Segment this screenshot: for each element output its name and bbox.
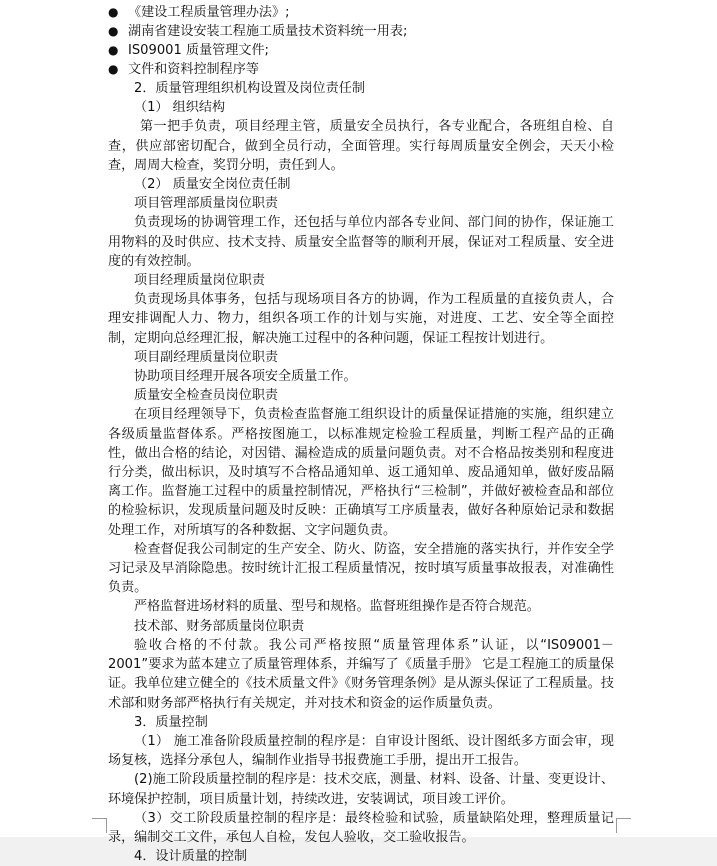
margin-corner-mark bbox=[616, 818, 631, 833]
bullet-dot-icon: ● bbox=[108, 24, 119, 38]
bullet-text: 文件和资料控制程序等 bbox=[128, 62, 259, 77]
role-heading: 项目经理质量岗位职责 bbox=[134, 273, 265, 289]
bullet-item bbox=[108, 60, 614, 79]
section-heading: 4．设计质量的控制 bbox=[134, 849, 248, 865]
bullet-dot-icon: ● bbox=[108, 62, 119, 76]
bullet-dot-icon: ● bbox=[108, 5, 119, 19]
bullet-dot-icon: ● bbox=[108, 43, 119, 57]
paragraph: （1） 施工准备阶段质量控制的程序是：自审设计图纸、设计图纸多方面会审，现场复核，选择分承包人，编制作业指导书报费施工手册，提出开工报告。 bbox=[108, 733, 614, 769]
role-heading: 质量安全检查员岗位职责 bbox=[134, 388, 279, 404]
paragraph: 负责现场的协调管理工作，还包括与单位内部各专业间、部门间的协作，保证施工用物料的及时供应、技术支持、质量安全监督等的顺利开展，保证对工程质量、安全进度的有效控制。 bbox=[108, 215, 614, 269]
paragraph: （3）交工阶段质量控制的程序是：最终检验和试验，质量缺陷处理，整理质量记录，编制交工文件，承包人自检，发包人验收，交工验收报告。 bbox=[108, 810, 614, 845]
paragraph: 严格监督进场材料的质量、型号和规格。监督班组操作是否符合规范。 bbox=[134, 599, 540, 615]
section-heading: 2．质量管理组织机构设置及岗位责任制 bbox=[134, 81, 365, 96]
role-heading: 项目副经理质量岗位职责 bbox=[134, 349, 279, 365]
margin-corner-mark bbox=[92, 818, 107, 833]
bullet-item bbox=[108, 41, 614, 60]
bullet-item bbox=[108, 22, 614, 41]
bullet-item bbox=[108, 3, 614, 22]
subsection-heading: （1） 组织结构 bbox=[134, 100, 226, 116]
paragraph: 第一把手负责，项目经理主管，质量安全员执行，各专业配合，各班组自检、自查，供应部密切配合，做到全员行动，全面管理。实行每周质量安全例会，天天小检查，周周大检查，奖罚分明，责任到人。 bbox=[108, 119, 614, 173]
section-heading: 3．质量控制 bbox=[134, 714, 208, 730]
paragraph: 协助项目经理开展各项安全质量工作。 bbox=[134, 369, 357, 385]
paragraph: (2)施工阶段质量控制的程序是：技术交底，测量、材料、设备、计量、变更设计、环境保护控制，项目质量计划，持续改进，安装调试，项目竣工评价。 bbox=[108, 772, 614, 807]
bullet-text: 《建设工程质量管理办法》; bbox=[128, 5, 290, 20]
paragraph: 验收合格的不付款。我公司严格按照“质量管理体系”认证，以“IS09001－2001”要求为蓝本建立了质量管理体系，并编写了《质量手册》 它是工程施工的质量保证。我单位建立健全的《技术质量文件》《财务管理条例》是从源头保证了工程质量。技术部和财务部严格执行有关规定，并对技术和资金的运作质量负责。 bbox=[108, 637, 614, 711]
paragraph: 在项目经理领导下，负责检查监督施工组织设计的质量保证措施的实施，组织建立各级质量监督体系。严格按图施工，以标准规定检验工程质量，判断工程产品的正确性，做出合格的结论，对因错、漏检造成的质量问题负责。对不合格品按类别和程度进行分类，做出标识，及时填写不合格品通知单、返工通知单、废品通知单，做好废品隔离工作。监督施工过程中的质量控制情况，严格执行“三检制”，并做好被检查品和部位的检验标识，发现质量问题及时反映：正确填写工序质量表，做好各种原始记录和数据处理工作，对所填写的各种数据、文字问题负责。 bbox=[108, 407, 614, 538]
paragraph: 负责现场具体事务，包括与现场项目各方的协调，作为工程质量的直接负责人，合理安排调配人力、物力，组织各项工作的计划与实施，对进度、工艺、安全等全面控制，定期向总经理汇报，解决施工过程中的各种问题，保证工程按计划进行。 bbox=[108, 292, 614, 346]
bullet-text: 湖南省建设安装工程施工质量技术资料统一用表; bbox=[128, 24, 408, 39]
paragraph: 检查督促我公司制定的生产安全、防火、防盗，安全措施的落实执行，并作安全学习记录及早消除隐患。按时统计汇报工程质量情况，按时填写质量事故报表，对准确性负责。 bbox=[108, 541, 614, 596]
document-body bbox=[108, 3, 614, 866]
subsection-heading: （2） 质量安全岗位责任制 bbox=[134, 177, 291, 193]
bullet-text: IS09001 质量管理文件; bbox=[128, 43, 269, 58]
role-heading: 项目管理部质量岗位职责 bbox=[134, 196, 279, 212]
role-heading: 技术部、财务部质量岗位职责 bbox=[134, 618, 305, 634]
